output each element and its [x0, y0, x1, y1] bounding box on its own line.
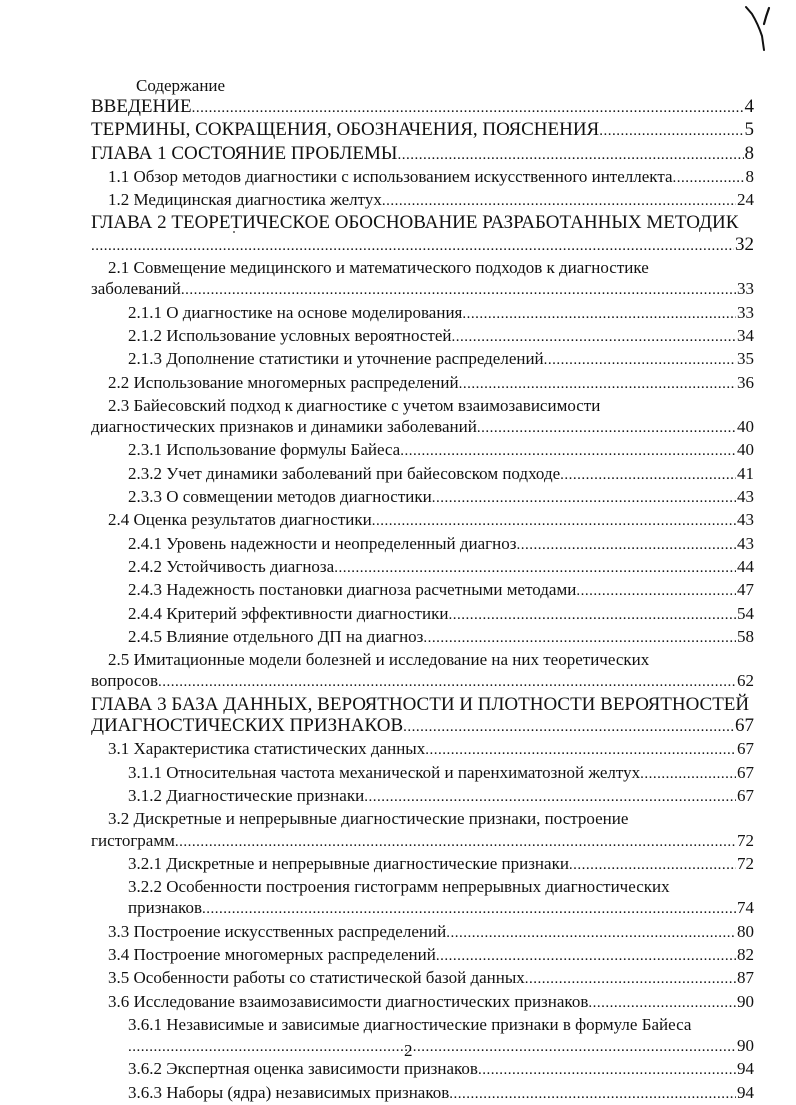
handwritten-checkmark-icon	[744, 2, 784, 57]
toc-entry[interactable]	[91, 649, 754, 694]
dot-leader	[175, 832, 736, 853]
dot-leader	[673, 168, 745, 189]
dot-leader	[544, 350, 736, 371]
toc-entry[interactable]	[91, 556, 754, 579]
dot-leader	[400, 441, 736, 462]
toc-entry[interactable]	[91, 463, 754, 486]
dot-leader	[432, 488, 736, 509]
dot-leader	[192, 98, 744, 119]
dot-leader	[459, 374, 736, 395]
toc-entry[interactable]	[91, 762, 754, 785]
dot-leader	[446, 923, 736, 944]
toc-title: Содержание	[136, 76, 226, 95]
toc-entry-title: ГЛАВА 2 ТЕОРЕТИЧЕСКОЕ ОБОСНОВАНИЕ РАЗРАБОТАННЫХ МЕТОДИК	[91, 212, 739, 234]
toc-entry-title: 2.3.1 Использование формулы Байеса	[128, 440, 401, 460]
toc-entry-title: 2.4.3 Надежность постановки диагноза расчетными методами	[128, 580, 577, 600]
toc-entry-page: 35	[737, 349, 754, 369]
dot-leader	[128, 1037, 736, 1058]
toc-entry-page: 67	[737, 762, 754, 782]
toc-entry[interactable]	[91, 372, 754, 395]
dot-leader	[477, 418, 736, 439]
toc-entry-page: 54	[737, 603, 754, 623]
toc-entry-title: 2.4.2 Устойчивость диагноза	[128, 556, 335, 576]
dot-leader	[462, 304, 736, 325]
toc-entry-title: 2.1.1 О диагностике на основе моделирования	[128, 302, 463, 322]
toc-entry[interactable]	[91, 694, 754, 739]
toc-entry[interactable]	[91, 921, 754, 944]
toc-entry[interactable]	[91, 533, 754, 556]
dot-leader	[588, 993, 736, 1014]
toc-entry-title: 3.6.3 Наборы (ядра) независимых признаков	[128, 1082, 450, 1102]
toc-entry-title: ВВЕДЕНИЕ	[91, 96, 192, 117]
toc-entry-title: 2.4 Оценка результатов диагностики	[108, 510, 372, 530]
dot-leader	[364, 787, 736, 808]
toc-entry-page: 90	[737, 991, 754, 1011]
dot-leader	[576, 581, 736, 602]
toc-entry-page: 5	[744, 119, 754, 141]
dot-leader	[334, 558, 736, 579]
dot-leader	[449, 1084, 736, 1105]
toc-entry[interactable]	[91, 991, 754, 1014]
toc-entry-page: 43	[737, 510, 754, 530]
toc-entry-title: 2.4.5 Влияние отдельного ДП на диагноз	[128, 626, 424, 646]
toc-entry-page: 36	[737, 372, 754, 392]
dot-leader	[569, 855, 736, 876]
toc-entry-title: 1.1 Обзор методов диагностики с использованием искусственного интеллекта	[108, 166, 673, 186]
toc-entry-page: 41	[737, 463, 754, 483]
toc-entry-title: 3.6 Исследование взаимозависимости диагностических признаков	[108, 991, 589, 1011]
toc-entry[interactable]	[91, 1014, 754, 1059]
dot-leader	[397, 145, 743, 166]
toc-entry-title: 2.4.1 Уровень надежности и неопределенный диагноз	[128, 533, 517, 553]
toc-entry-title: 3.6.1 Независимые и зависимые диагностические признаки в формуле Байеса	[128, 1014, 692, 1034]
dot-leader	[423, 628, 736, 649]
toc-entry[interactable]	[91, 96, 754, 119]
toc-entry[interactable]	[91, 257, 754, 302]
dot-leader	[382, 191, 736, 212]
toc-entry-page: 8	[745, 166, 754, 186]
toc-entry-page: 80	[737, 921, 754, 941]
toc-entry[interactable]	[91, 626, 754, 649]
toc-entry-title: гистограмм	[91, 830, 175, 850]
toc-entry-page: 24	[737, 190, 754, 210]
toc-entry-title: ГЛАВА 3 БАЗА ДАННЫХ, ВЕРОЯТНОСТИ И ПЛОТНОСТИ ВЕРОЯТНОСТЕЙ	[91, 693, 750, 715]
dot-leader	[91, 236, 734, 257]
toc-entry-page: 94	[737, 1082, 754, 1102]
dot-leader	[158, 672, 736, 693]
toc-entry-title: заболеваний	[91, 279, 181, 299]
page-number: 2	[404, 1041, 413, 1060]
dot-leader	[516, 535, 736, 556]
toc-entry-title: 2.3.3 О совмещении методов диагностики	[128, 487, 432, 507]
toc-entry[interactable]	[91, 944, 754, 967]
toc-entry[interactable]	[91, 785, 754, 808]
toc-entry-page: 8	[744, 142, 754, 164]
toc-entry-title: 1.2 Медицинская диагностика желтух	[108, 190, 382, 210]
dot-leader	[525, 969, 736, 990]
toc-entry-page: 43	[737, 533, 754, 553]
toc-entry-title: вопросов	[91, 671, 159, 691]
toc-entry-page: 72	[737, 830, 754, 850]
toc-entry-title: 3.1.1 Относительная частота механической и паренхиматозной желтух	[128, 762, 641, 782]
toc-entry-title: 3.6.2 Экспертная оценка зависимости признаков	[128, 1059, 478, 1079]
toc-entry-page: 43	[737, 487, 754, 507]
toc-entry-page: 94	[737, 1059, 754, 1079]
toc-entry[interactable]	[91, 967, 754, 990]
toc-entry[interactable]	[91, 302, 754, 325]
toc-entry-page: 32	[735, 233, 754, 255]
toc-entry-page: 82	[737, 944, 754, 964]
toc-entry[interactable]	[91, 119, 754, 142]
dot-leader	[452, 327, 737, 348]
toc-entry-page: 4	[744, 96, 754, 117]
toc-entry-title: 2.3 Байесовский подход к диагностике с учетом взаимозависимости	[108, 395, 601, 415]
toc-entry-page: 40	[737, 440, 754, 460]
toc-entry-page: 67	[737, 739, 754, 759]
toc-entry[interactable]	[91, 738, 754, 761]
toc-entry[interactable]	[91, 853, 754, 876]
toc-entry-page: 72	[737, 853, 754, 873]
toc-entry-title: признаков	[128, 898, 202, 918]
toc-entry-title: 2.1 Совмещение медицинского и математического подходов к диагностике	[108, 258, 649, 278]
toc-entry-title: ТЕРМИНЫ, СОКРАЩЕНИЯ, ОБОЗНАЧЕНИЯ, ПОЯСНЕНИЯ	[91, 119, 600, 141]
toc-entry-title: 2.2 Использование многомерных распределений	[108, 372, 459, 392]
toc-entry-page: 74	[737, 898, 754, 918]
toc-entry-page: 47	[737, 580, 754, 600]
toc-entry-title: 3.4 Построение многомерных распределений	[108, 944, 436, 964]
toc-entry-page: 62	[737, 671, 754, 691]
dot-leader	[181, 280, 736, 301]
toc-entry[interactable]	[91, 1082, 754, 1105]
toc-entry[interactable]	[91, 603, 754, 626]
toc-entry-title: ДИАГНОСТИЧЕСКИХ ПРИЗНАКОВ	[91, 715, 404, 737]
toc-entry-page: 33	[737, 302, 754, 322]
toc-entry-title: 3.1 Характеристика статистических данных	[108, 739, 426, 759]
toc-entry-title: 3.1.2 Диагностические признаки	[128, 785, 365, 805]
toc-entry[interactable]	[91, 325, 754, 348]
toc-entry-title: 3.2.2 Особенности построения гистограмм непрерывных диагностических	[128, 877, 670, 897]
toc-entry-title: 2.4.4 Критерий эффективности диагностики	[128, 603, 449, 623]
dot-leader	[448, 605, 736, 626]
toc-entry-page: 87	[737, 968, 754, 988]
toc-entry-title: 3.2 Дискретные и непрерывные диагностические признаки, построение	[108, 809, 629, 829]
toc-entry-title: 2.3.2 Учет динамики заболеваний при байесовском подходе	[128, 463, 561, 483]
toc-entry[interactable]	[91, 808, 754, 853]
toc-entry[interactable]	[91, 1058, 754, 1081]
toc-entry[interactable]	[91, 509, 754, 532]
toc-entry-title: 2.5 Имитационные модели болезней и исследование на них теоретических	[108, 650, 650, 670]
toc-entry-title: 3.3 Построение искусственных распределений	[108, 921, 447, 941]
toc-entry[interactable]	[91, 876, 754, 921]
toc-entry-title: 2.1.3 Дополнение статистики и уточнение распределений	[128, 349, 544, 369]
toc-entry-page: 90	[737, 1036, 754, 1056]
toc-entry-page: 67	[737, 785, 754, 805]
toc-entry-page: 34	[737, 325, 754, 345]
dot-leader	[478, 1060, 736, 1081]
dot-leader	[560, 465, 736, 486]
toc-entry[interactable]	[91, 212, 754, 257]
dot-leader	[640, 764, 736, 785]
dot-leader	[599, 121, 743, 142]
toc-entry-title: 2.1.2 Использование условных вероятностей	[128, 325, 452, 345]
toc-entry-title: 3.2.1 Дискретные и непрерывные диагностические признаки	[128, 853, 569, 873]
dot-leader	[202, 899, 736, 920]
toc-entry-title: ГЛАВА 1 СОСТОЯНИЕ ПРОБЛЕМЫ	[91, 142, 398, 164]
dot-leader	[403, 717, 734, 738]
toc-entry-page: 33	[737, 279, 754, 299]
dot-leader	[436, 946, 736, 967]
toc-entry[interactable]	[91, 143, 754, 166]
table-of-contents	[91, 96, 754, 1105]
dot-leader	[425, 740, 736, 761]
toc-entry[interactable]	[91, 439, 754, 462]
toc-entry-page: 40	[737, 417, 754, 437]
toc-entry-title: диагностических признаков и динамики заболеваний	[91, 417, 477, 437]
toc-entry[interactable]	[91, 395, 754, 440]
toc-entry-page: 67	[735, 715, 754, 737]
toc-entry-page: 58	[737, 626, 754, 646]
toc-entry[interactable]	[91, 486, 754, 509]
toc-entry[interactable]	[91, 166, 754, 189]
toc-entry-page: 44	[737, 556, 754, 576]
toc-entry[interactable]	[91, 189, 754, 212]
toc-entry[interactable]	[91, 348, 754, 371]
dot-leader	[372, 511, 736, 532]
toc-entry[interactable]	[91, 579, 754, 602]
toc-entry-title: 3.5 Особенности работы со статистической базой данных	[108, 968, 525, 988]
